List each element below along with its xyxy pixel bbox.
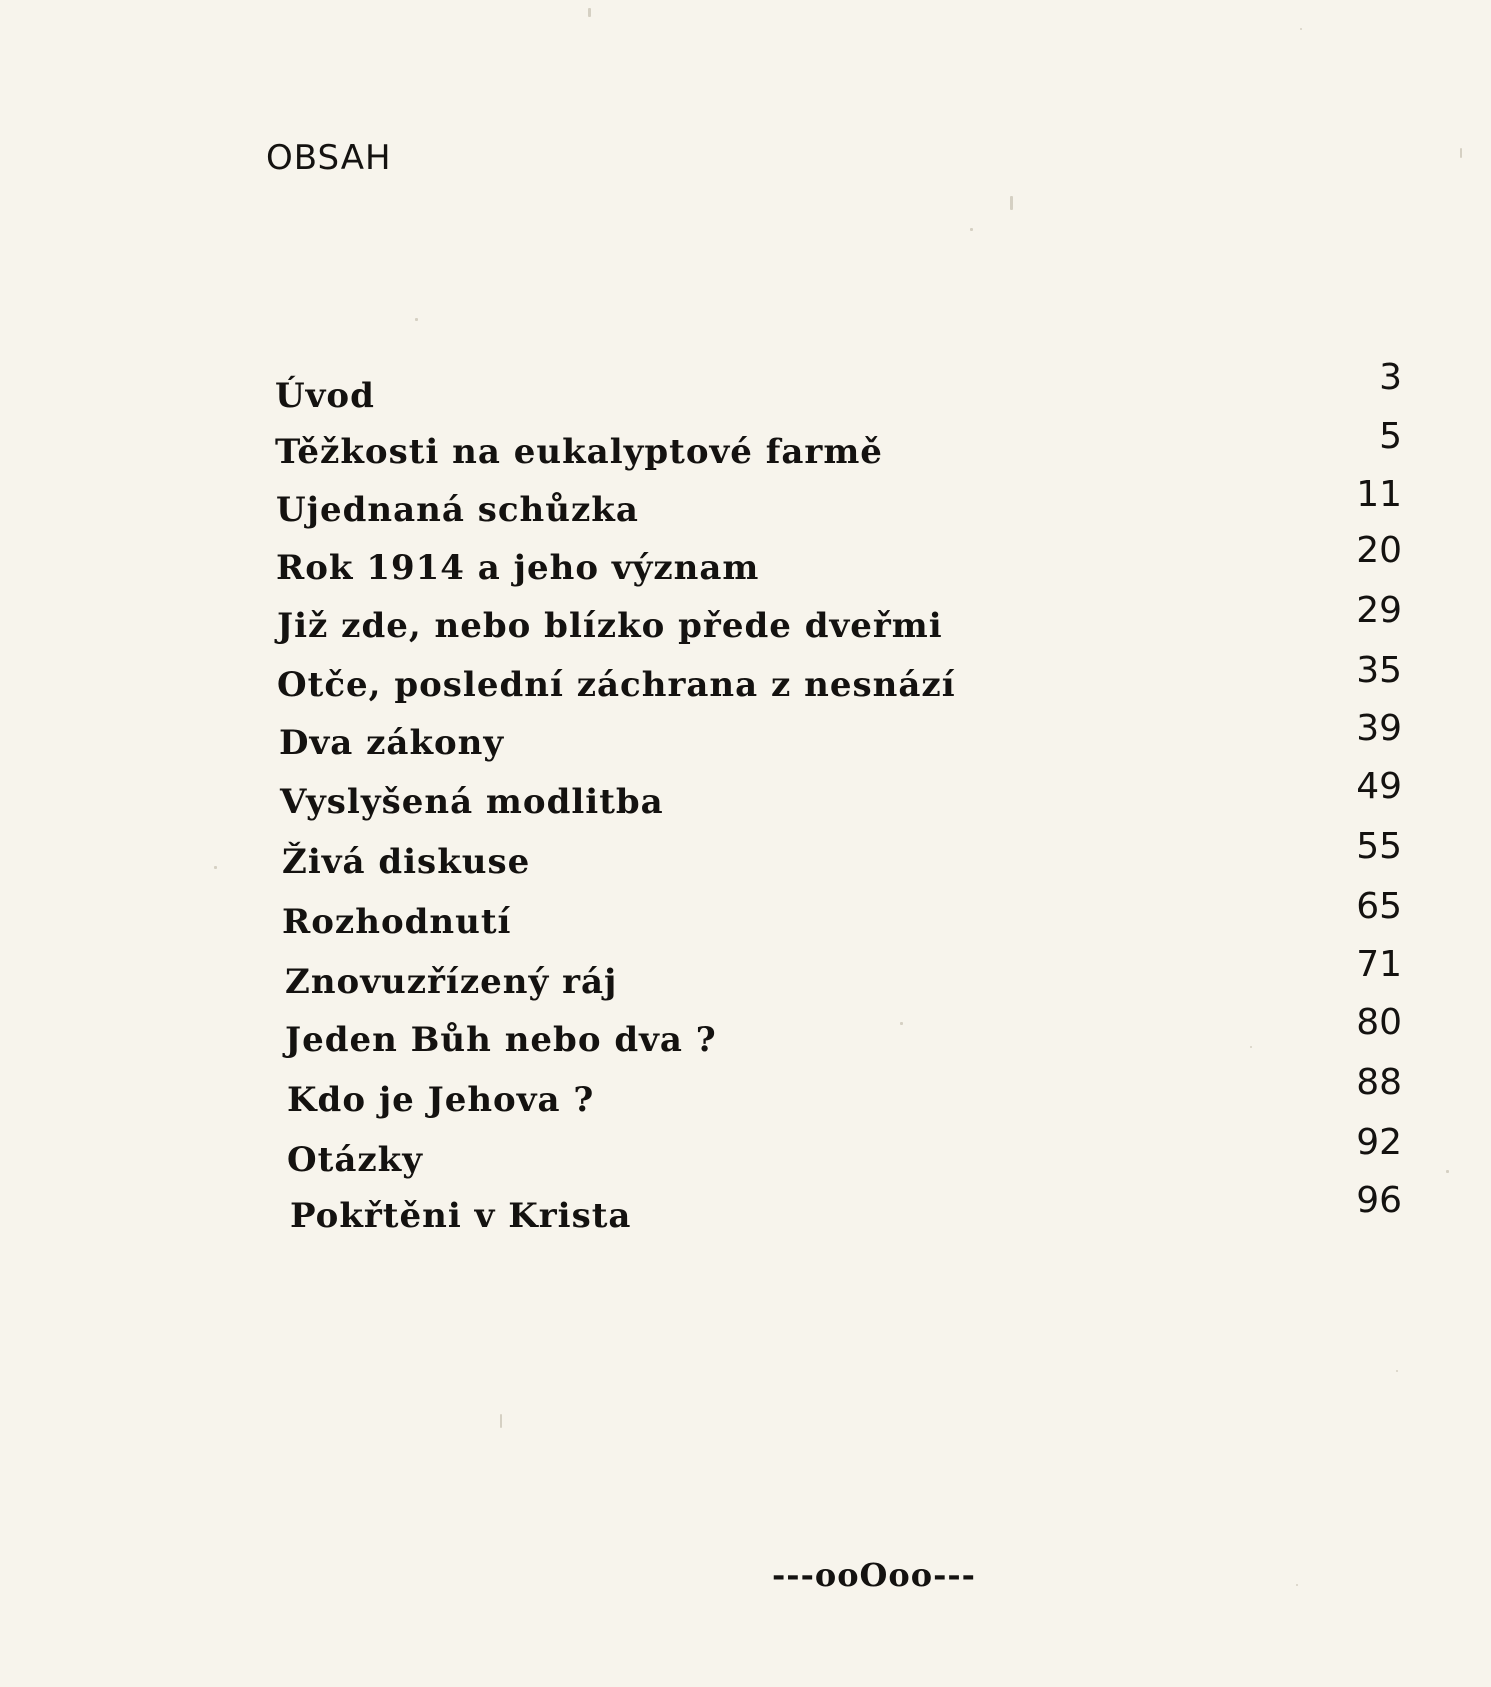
toc-entry-page-number: 39 bbox=[1356, 708, 1402, 749]
toc-entry-page-number: 92 bbox=[1356, 1122, 1402, 1163]
toc-entry-title: Těžkosti na eukalyptové farmě bbox=[275, 432, 883, 472]
toc-entry-page-number: 71 bbox=[1356, 944, 1402, 985]
toc-entry-page-number: 3 bbox=[1379, 357, 1402, 398]
toc-entry-title: Znovuzřízený ráj bbox=[285, 962, 618, 1002]
toc-entry-page-number: 49 bbox=[1356, 766, 1402, 807]
toc-entry-page-number: 20 bbox=[1356, 530, 1402, 571]
toc-entry-page-number: 65 bbox=[1356, 886, 1402, 927]
toc-entry-page-number: 80 bbox=[1356, 1002, 1402, 1043]
toc-entry-page-number: 29 bbox=[1356, 590, 1402, 631]
toc-entry-title: Kdo je Jehova ? bbox=[287, 1080, 595, 1120]
toc-entry-title: Jeden Bůh nebo dva ? bbox=[285, 1020, 717, 1060]
toc-entry-title: Rozhodnutí bbox=[282, 902, 512, 942]
toc-entry-title: Otče, poslední záchrana z nesnází bbox=[277, 665, 956, 705]
toc-entry-page-number: 11 bbox=[1356, 474, 1402, 515]
toc-entry-title: Pokřtěni v Krista bbox=[290, 1196, 632, 1236]
toc-entry-title: Vyslyšená modlitba bbox=[280, 782, 664, 822]
toc-entry-page-number: 96 bbox=[1356, 1180, 1402, 1221]
toc-entry-page-number: 35 bbox=[1356, 650, 1402, 691]
toc-entry-page-number: 5 bbox=[1379, 416, 1402, 457]
toc-entry-title: Úvod bbox=[275, 376, 375, 416]
colophon-ornament: ---ooOoo--- bbox=[772, 1556, 976, 1594]
toc-entry-page-number: 55 bbox=[1356, 826, 1402, 867]
toc-entry-title: Živá diskuse bbox=[282, 842, 531, 882]
toc-entry-title: Již zde, nebo blízko přede dveřmi bbox=[277, 606, 943, 646]
toc-entry-title: Dva zákony bbox=[279, 723, 505, 763]
toc-entry-title: Otázky bbox=[287, 1140, 423, 1180]
toc-entry-page-number: 88 bbox=[1356, 1062, 1402, 1103]
page-title: OBSAH bbox=[266, 138, 392, 178]
toc-entry-title: Ujednaná schůzka bbox=[276, 490, 639, 530]
toc-entry-title: Rok 1914 a jeho význam bbox=[276, 548, 760, 588]
